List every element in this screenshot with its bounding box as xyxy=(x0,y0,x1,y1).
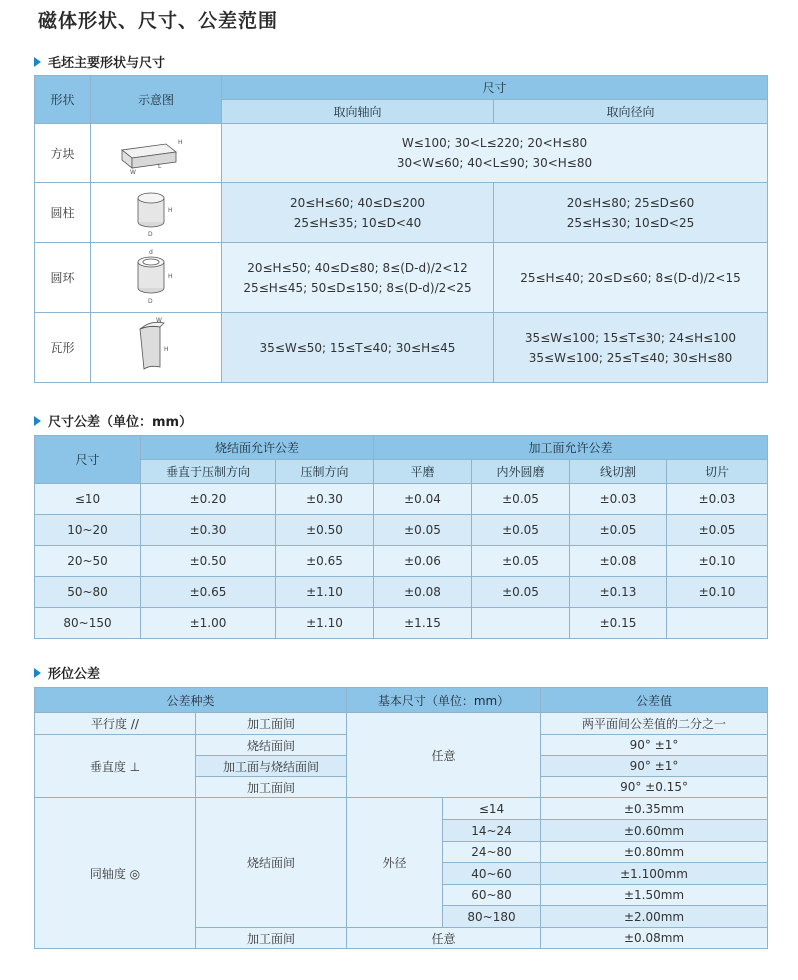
parallel-value: 两平面间公差值的二分之一 xyxy=(541,713,768,735)
cylinder-diagram-icon xyxy=(91,183,222,243)
table-row xyxy=(35,608,768,639)
coax-size: 60~80 xyxy=(443,885,541,906)
tolerance-cell: ±0.08 xyxy=(570,546,667,577)
perp-face: 烧结面间 xyxy=(196,735,347,756)
header-value: 公差值 xyxy=(541,688,768,713)
arc-radial xyxy=(494,313,768,383)
subheader-cell: 平磨 xyxy=(374,460,472,484)
size-line: 35≤W≤100; 15≤T≤30; 24≤H≤100 xyxy=(524,330,737,345)
ring-diagram-icon xyxy=(91,243,222,313)
header-size: 尺寸 xyxy=(222,76,768,100)
parallel-label: 平行度 // xyxy=(35,713,196,735)
table-row xyxy=(35,484,768,515)
perp-face: 加工面与烧结面间 xyxy=(196,756,347,777)
shape-name: 圆环 xyxy=(35,243,91,313)
tolerance-cell: ±0.20 xyxy=(141,484,276,515)
arc-shape-svg xyxy=(126,317,186,379)
size-line: 20≤H≤50; 40≤D≤80; 8≤(D-d)/2<12 xyxy=(247,260,468,275)
shape-name: 方块 xyxy=(35,124,91,183)
header-radial: 取向径向 xyxy=(494,100,768,124)
size-line: 20≤H≤60; 40≤D≤200 xyxy=(289,195,426,210)
size-line: W≤100; 30<L≤220; 20<H≤80 xyxy=(401,136,588,150)
any-size: 任意 xyxy=(347,713,541,798)
coax-label: 同轴度 ◎ xyxy=(35,798,196,949)
outer-diameter: 外径 xyxy=(347,798,443,928)
section-title-geometry xyxy=(34,663,100,682)
block-diagram-icon xyxy=(91,124,222,183)
size-range: 20~50 xyxy=(35,546,141,577)
tolerance-cell: ±0.05 xyxy=(472,546,570,577)
label-l: L xyxy=(158,163,162,170)
ring-shape-svg xyxy=(126,248,186,308)
size-line: 35≤W≤50; 15≤T≤40; 30≤H≤45 xyxy=(259,340,456,355)
size-line: 30<W≤60; 40<L≤90; 30<H≤80 xyxy=(396,156,593,170)
section-title-text: 尺寸公差（单位：mm） xyxy=(48,415,193,430)
tolerance-cell: ±0.05 xyxy=(472,577,570,608)
coax-value: ±2.00mm xyxy=(541,906,768,928)
label-h: H xyxy=(178,139,183,146)
cylinder-shape-svg xyxy=(126,188,186,238)
size-line: 35≤W≤100; 25≤T≤40; 30≤H≤80 xyxy=(528,350,733,365)
tolerance-cell: ±0.05 xyxy=(472,515,570,546)
coax-value: ±0.35mm xyxy=(541,798,768,820)
label-d: D xyxy=(148,230,153,238)
tolerance-cell: ±0.06 xyxy=(374,546,472,577)
table-row xyxy=(35,124,768,183)
last-base: 任意 xyxy=(347,928,541,949)
size-range: 50~80 xyxy=(35,577,141,608)
coax-value: ±1.100mm xyxy=(541,863,768,885)
label-h: H xyxy=(168,206,173,214)
coax-size: 24~80 xyxy=(443,842,541,863)
header-base: 基本尺寸（单位：mm） xyxy=(347,688,541,713)
header-type: 公差种类 xyxy=(35,688,347,713)
table-row xyxy=(35,577,768,608)
tolerance-cell: ±0.03 xyxy=(570,484,667,515)
triangle-bullet-icon xyxy=(34,416,41,426)
tolerance-cell: ±0.10 xyxy=(667,546,768,577)
section-title-text: 毛坯主要形状与尺寸 xyxy=(48,56,166,71)
section-title-tolerance xyxy=(34,411,192,430)
label-w: W xyxy=(130,169,136,176)
subheader-cell: 垂直于压制方向 xyxy=(141,460,276,484)
arc-axial xyxy=(222,313,494,383)
label-w: W xyxy=(156,316,162,324)
size-range: 10~20 xyxy=(35,515,141,546)
coax-size: 80~180 xyxy=(443,906,541,928)
triangle-bullet-icon xyxy=(34,57,41,67)
table-row xyxy=(35,546,768,577)
tolerance-cell: ±0.50 xyxy=(141,546,276,577)
shape-size-table xyxy=(34,75,768,383)
coax-size: 40~60 xyxy=(443,863,541,885)
table-row xyxy=(35,243,768,313)
tolerance-cell: ±0.05 xyxy=(472,484,570,515)
tolerance-cell: ±0.10 xyxy=(667,577,768,608)
coax-size: 14~24 xyxy=(443,820,541,842)
label-h: H xyxy=(164,345,169,353)
tolerance-cell: ±0.30 xyxy=(141,515,276,546)
tolerance-cell: ±0.04 xyxy=(374,484,472,515)
table-row xyxy=(35,183,768,243)
size-line: 25≤H≤35; 10≤D<40 xyxy=(293,215,422,230)
cylinder-axial xyxy=(222,183,494,243)
page-title: 磁体形状、尺寸、公差范围 xyxy=(38,10,279,32)
table-row xyxy=(35,313,768,383)
tolerance-cell: ±0.30 xyxy=(276,484,374,515)
tolerance-cell: ±0.50 xyxy=(276,515,374,546)
perp-face: 加工面间 xyxy=(196,777,347,798)
header-diagram: 示意图 xyxy=(91,76,222,124)
coax-face: 烧结面间 xyxy=(196,798,347,928)
section-title-text: 形位公差 xyxy=(48,667,101,682)
subheader-cell: 线切割 xyxy=(570,460,667,484)
coax-value: ±1.50mm xyxy=(541,885,768,906)
tolerance-cell: ±0.05 xyxy=(374,515,472,546)
subheader-cell: 压制方向 xyxy=(276,460,374,484)
label-d-inner: d xyxy=(149,248,153,256)
tolerance-cell: ±1.15 xyxy=(374,608,472,639)
coax-value: ±0.60mm xyxy=(541,820,768,842)
tolerance-cell: ±1.10 xyxy=(276,577,374,608)
size-line: 25≤H≤30; 10≤D<25 xyxy=(566,215,695,230)
last-value: ±0.08mm xyxy=(541,928,768,949)
tolerance-cell: ±0.15 xyxy=(570,608,667,639)
size-line: 25≤H≤40; 20≤D≤60; 8≤(D-d)/2<15 xyxy=(520,270,741,285)
coax-size: ≤14 xyxy=(443,798,541,820)
last-face: 加工面间 xyxy=(196,928,347,949)
tolerance-cell xyxy=(667,608,768,639)
perp-value: 90° ±1° xyxy=(541,735,768,756)
size-range: 80~150 xyxy=(35,608,141,639)
tolerance-cell: ±0.65 xyxy=(141,577,276,608)
label-d: D xyxy=(148,297,153,305)
header-shape: 形状 xyxy=(35,76,91,124)
ring-radial xyxy=(494,243,768,313)
tolerance-cell: ±0.08 xyxy=(374,577,472,608)
tolerance-cell: ±0.13 xyxy=(570,577,667,608)
block-sizes xyxy=(222,124,768,183)
section-title-shapes xyxy=(34,52,165,71)
tolerance-cell: ±0.05 xyxy=(667,515,768,546)
table-row xyxy=(35,515,768,546)
perp-value: 90° ±0.15° xyxy=(541,777,768,798)
shape-name: 瓦形 xyxy=(35,313,91,383)
parallel-face: 加工面间 xyxy=(196,713,347,735)
tolerance-cell: ±1.00 xyxy=(141,608,276,639)
label-h: H xyxy=(168,272,173,280)
ring-axial xyxy=(222,243,494,313)
size-range: ≤10 xyxy=(35,484,141,515)
tolerance-cell: ±0.03 xyxy=(667,484,768,515)
tolerance-cell xyxy=(472,608,570,639)
tolerance-cell: ±0.65 xyxy=(276,546,374,577)
shape-name: 圆柱 xyxy=(35,183,91,243)
coax-value: ±0.80mm xyxy=(541,842,768,863)
subheader-cell: 内外圆磨 xyxy=(472,460,570,484)
header-size: 尺寸 xyxy=(35,436,141,484)
tolerance-cell: ±0.05 xyxy=(570,515,667,546)
size-tolerance-table xyxy=(34,435,768,639)
cylinder-radial xyxy=(494,183,768,243)
triangle-bullet-icon xyxy=(34,668,41,678)
block-shape-svg xyxy=(116,130,196,176)
header-axial: 取向轴向 xyxy=(222,100,494,124)
perp-value: 90° ±1° xyxy=(541,756,768,777)
tolerance-cell: ±1.10 xyxy=(276,608,374,639)
subheader-cell: 切片 xyxy=(667,460,768,484)
header-sinter: 烧结面允许公差 xyxy=(141,436,374,460)
header-machine: 加工面允许公差 xyxy=(374,436,768,460)
geometric-tolerance-table xyxy=(34,687,768,949)
size-line: 20≤H≤80; 25≤D≤60 xyxy=(566,195,695,210)
perp-label: 垂直度 ⊥ xyxy=(35,735,196,798)
size-line: 25≤H≤45; 50≤D≤150; 8≤(D-d)/2<25 xyxy=(243,280,472,295)
arc-diagram-icon xyxy=(91,313,222,383)
